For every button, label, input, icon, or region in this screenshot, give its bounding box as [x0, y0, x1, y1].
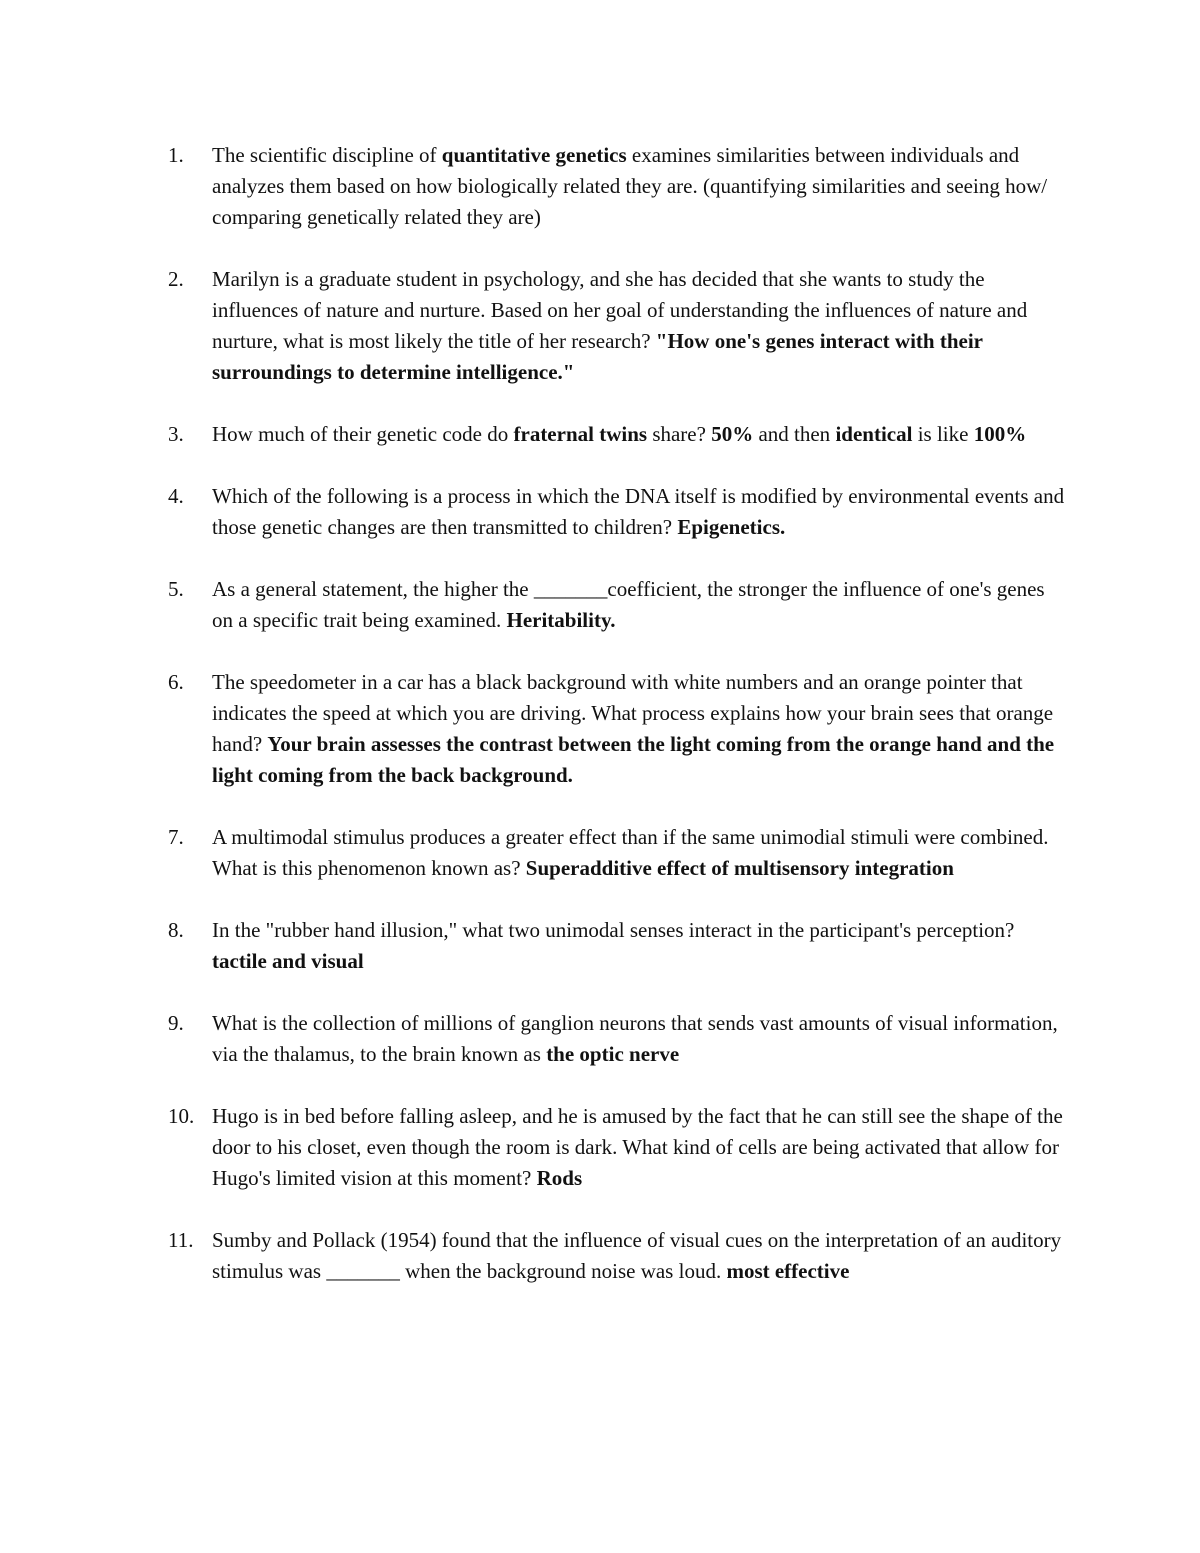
question-text: As a general statement, the higher the _______coefficient, the stronger the influence of one's genes on a specific trait being examined. [212, 577, 1045, 632]
question-text: A multimodal stimulus produces a greater effect than if the same unimodial stimuli were combined. What is this phenomenon known as? [212, 825, 1049, 880]
question-number: 2. [168, 267, 184, 291]
question-text: Which of the following is a process in which the DNA itself is modified by environmental events and those genetic changes are then transmitted to children? [212, 484, 1065, 539]
question-text: Marilyn is a graduate student in psychology, and she has decided that she wants to study the influences of nature and nurture. Based on her goal of understanding the influences of nature and nurture, what is most likely the title of her research? [212, 267, 1028, 353]
question-item [168, 1008, 1068, 1070]
question-number: 9. [168, 1011, 184, 1035]
question-text: What is the collection of millions of ganglion neurons that sends vast amounts of visual information, via the thalamus, to the brain known as [212, 1011, 1058, 1066]
question-item [168, 481, 1068, 543]
question-text: How much of their genetic code do [212, 422, 514, 446]
question-item [168, 140, 1068, 233]
question-text: Sumby and Pollack (1954) found that the influence of visual cues on the interpretation of an auditory stimulus was _______ when the background noise was loud. [212, 1228, 1062, 1283]
question-item [168, 1225, 1068, 1287]
question-number: 11. [168, 1228, 194, 1252]
answer-text: Superadditive effect of multisensory integration [525, 856, 954, 880]
answer-text: identical [835, 422, 913, 446]
question-text: and then [753, 422, 836, 446]
question-item [168, 1101, 1068, 1194]
question-text: share? [647, 422, 712, 446]
question-text: In the "rubber hand illusion," what two unimodal senses interact in the participant's perception? [212, 918, 1015, 942]
answer-text: quantitative genetics [441, 143, 627, 167]
question-list [168, 140, 1068, 1318]
question-text: is like [912, 422, 974, 446]
question-item [168, 915, 1068, 977]
question-number: 1. [168, 143, 184, 167]
question-number: 10. [168, 1104, 195, 1128]
answer-text: tactile and visual [212, 949, 364, 973]
question-number: 5. [168, 577, 184, 601]
question-text: The speedometer in a car has a black background with white numbers and an orange pointer that indicates the speed at which you are driving. What process explains how your brain sees that orange hand? [212, 670, 1054, 756]
question-item [168, 264, 1068, 388]
question-text: examines similarities between individuals and analyzes them based on how biologically related they are. (quantifying similarities and seeing how/ comparing genetically related they are) [212, 143, 1048, 229]
answer-text: Rods [536, 1166, 583, 1190]
question-item [168, 667, 1068, 791]
question-item [168, 574, 1068, 636]
question-number: 3. [168, 422, 184, 446]
answer-text: Your brain assesses the contrast between the light coming from the orange hand and the light coming from the back background. [212, 732, 1055, 787]
answer-text: fraternal twins [513, 422, 648, 446]
answer-text: most effective [726, 1259, 850, 1283]
question-number: 8. [168, 918, 184, 942]
answer-text: the optic nerve [546, 1042, 680, 1066]
question-number: 6. [168, 670, 184, 694]
answer-text: 100% [973, 422, 1027, 446]
question-text: Hugo is in bed before falling asleep, and he is amused by the fact that he can still see the shape of the door to his closet, even though the room is dark. What kind of cells are being activated that allow for Hugo's limited vision at this moment? [212, 1104, 1063, 1190]
question-text: The scientific discipline of [212, 143, 442, 167]
answer-text: "How one's genes interact with their surroundings to determine intelligence." [212, 329, 983, 384]
question-number: 7. [168, 825, 184, 849]
answer-text: 50% [711, 422, 754, 446]
question-number: 4. [168, 484, 184, 508]
question-item [168, 419, 1068, 450]
answer-text: Epigenetics. [677, 515, 786, 539]
answer-text: Heritability. [506, 608, 616, 632]
question-item [168, 822, 1068, 884]
